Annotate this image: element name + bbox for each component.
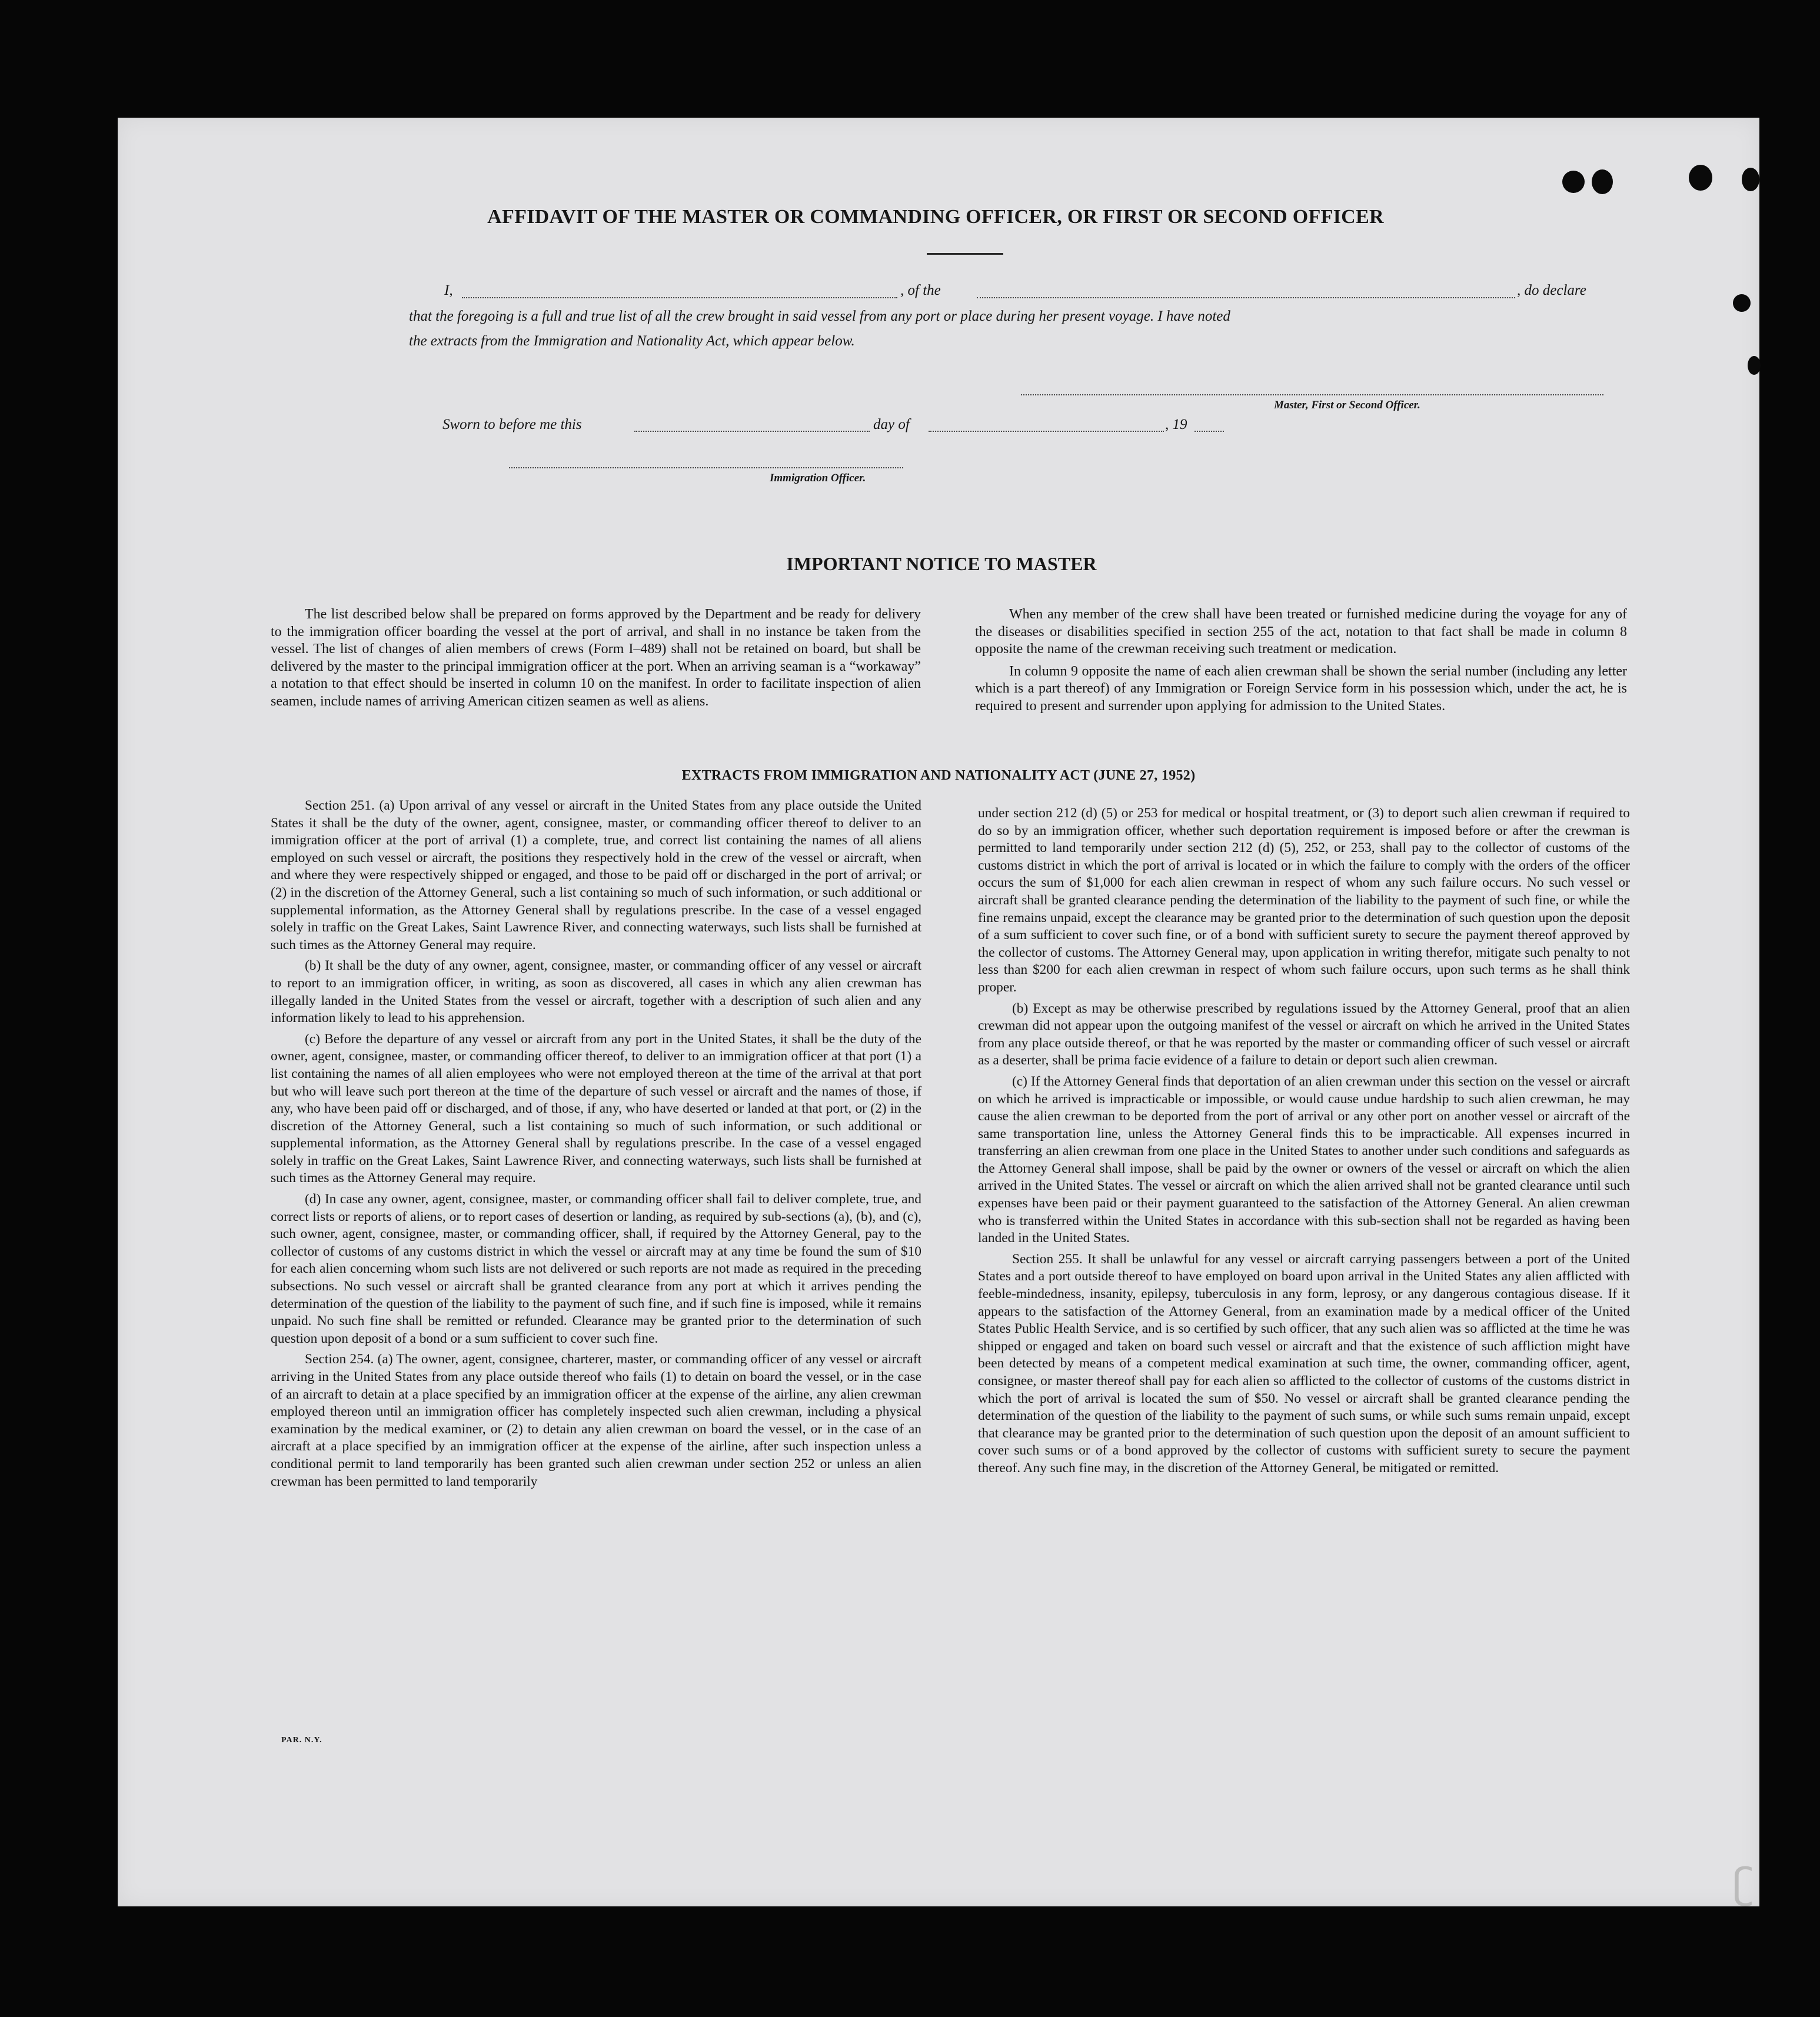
section-251-d: (d) In case any owner, agent, consignee, master, or commanding officer shall fail to deliver complete, true, and correct lists or reports of aliens, or to report cases of desertion or landing, as required by sub-sections (a), (b), and (c), such owner, agent, consignee, master, or commanding officer, shall, if required by the Attorney General, pay to the collector of customs of any customs district in which the vessel or aircraft may at any time be found the sum of $10 for each alien concerning whom such lists are not delivered or such reports are not made as required in the preceding subsections. No such vessel or aircraft shall be granted clearance from any port at which it arrives pending the determination of the question of the liability to the payment of such fine, and if such fine is imposed, while it remains unpaid. No such fine shall be remitted or refunded. Clearance may be granted prior to the determination of such question upon deposit of a bond or a sum sufficient to cover such fine. [271,1191,921,1346]
immigration-officer-label: Immigration Officer. [770,472,866,484]
punch-hole [1748,356,1761,375]
extracts-right-column [978,805,1630,1481]
notice-heading: IMPORTANT NOTICE TO MASTER [786,553,1097,574]
declaration-of-the: , of the [900,282,941,298]
sworn-day-of: day of [873,417,910,432]
sworn-day-blank[interactable] [634,431,870,432]
notice-right-column [975,606,1627,720]
section-251-a: Section 251. (a) Upon arrival of any vessel or aircraft in the United States from any place outside the United States it shall be the duty of the owner, agent, consignee, master, or commanding officer thereof to deliver to an immigration officer at the port of arrival (1) a complete, true, and correct list containing the names of all aliens employed on such vessel or aircraft, the positions they respectively hold in the crew of the vessel or aircraft, when and where they were respectively shipped or engaged, and those to be paid off or discharged in the port of arrival; or (2) in the discretion of the Attorney General, such a list containing so much of such information, or such additional or supplemental information, as the Attorney General shall by regulations prescribe. In the case of a vessel engaged solely in traffic on the Great Lakes, Saint Lawrence River, and connecting waterways, such lists shall be furnished at such times as the Attorney General may require. [271,798,921,953]
punch-hole [1689,165,1712,191]
sworn-year: , 19 [1165,417,1187,432]
master-signature-line[interactable] [1021,394,1603,395]
section-254-a-continued: under section 212 (d) (5) or 253 for medical or hospital treatment, or (3) to deport such alien crewman if required to do so by an immigration officer, whether such deportation requirement is imposed before or after the crewman is permitted to land temporarily under section 212 (d) (5), 252, or 253, shall pay to the collector of customs of the customs district in which the port of arrival is located or in which the failure to comply with the orders of the officer occurs the sum of $1,000 for each alien crewman in respect of whom any such failure occurs. No such vessel or aircraft shall be granted clearance pending the determination of the liability to the payment of such fine, or while the fine remains unpaid, except the clearance may be granted prior to the determination of such question upon the deposit of a sum sufficient to cover such fine, or of a bond with sufficient surety to secure the payment thereof approved by the collector of customs. The Attorney General may, upon application in writing therefor, mitigate such penalty to not less than $200 for each alien crewman in respect of whom such failure occurs, upon such terms as he shall think proper. [978,806,1630,995]
notice-left-column [271,606,921,715]
sworn-prefix: Sworn to before me this [442,417,582,432]
form-page [118,118,1759,1906]
master-signature-label: Master, First or Second Officer. [1274,399,1420,411]
punch-hole [1592,169,1613,194]
declaration-line-3: the extracts from the Immigration and Nationality Act, which appear below. [409,333,855,349]
declaration-i: I, [444,282,453,298]
notice-left-paragraph: The list described below shall be prepared on forms approved by the Department and be ready for delivery to the immigration officer boarding the vessel at the port of arrival, and shall in no instance be taken from the vessel. The list of changes of alien members of crews (Form I–489) shall not be retained on board, but shall be delivered by the master to the principal immigration officer at the port. When an arriving seaman is a “workaway” a notation to that effect should be inserted in column 10 on the manifest. In order to facilitate inspection of alien seamen, include names of arriving American citizen seamen as well as aliens. [271,607,921,709]
title-rule [927,253,1003,255]
section-251-b: (b) It shall be the duty of any owner, agent, consignee, master, or commanding officer of any vessel or aircraft to report to an immigration officer, in writing, as soon as discovered, all cases in which any alien crewman has illegally landed in the United States from the vessel or aircraft, together with a description of such alien and any information likely to lead to his apprehension. [271,958,921,1026]
name-blank[interactable] [462,297,897,298]
sworn-year-blank[interactable] [1195,431,1224,432]
section-254-c: (c) If the Attorney General finds that deportation of an alien crewman under this section on the vessel or aircraft on which he arrived is impracticable or impossible, or would cause undue hardship to such alien crewman, he may cause the alien crewman to be deported from the port of arrival or any other port on another vessel or aircraft of the same transportation line, unless the Attorney General finds this to be impracticable. All expenses incurred in transferring an alien crewman from one place in the United States to another under such conditions and safeguards as the Attorney General shall impose, shall be paid by the owner or owners of the vessel or aircraft on which the alien arrived in the United States. The vessel or aircraft on which the alien arrived shall not be granted clearance until such expenses have been paid or their payment guaranteed to the satisfaction of the Attorney General. An alien crewman who is transferred within the United States in accordance with this sub-section shall not be regarded as having been landed in the United States. [978,1073,1630,1246]
affidavit-title: AFFIDAVIT OF THE MASTER OR COMMANDING OFFICER, OR FIRST OR SECOND OFFICER [487,206,1384,228]
punch-hole [1742,168,1759,191]
printer-mark: PAR. N.Y. [281,1736,322,1745]
immigration-officer-signature-line[interactable] [509,467,903,468]
punch-hole [1562,171,1585,193]
section-254-a: Section 254. (a) The owner, agent, consignee, charterer, master, or commanding officer of any vessel or aircraft arriving in the United States from any place outside thereof who fails (1) to detain on board the vessel, or in the case of an aircraft to detain at a place specified by an immigration officer at the expense of the airline, any alien crewman employed thereon until an immigration officer has completely inspected such alien crewman, including a physical examination by the medical examiner, or (2) to detain any alien crewman on board the vessel, or in the case of an aircraft at a place specified by an immigration officer at the expense of the airline, after such inspection unless a conditional permit to land temporarily has been granted such alien crewman under section 252 or unless an alien crewman has been permitted to land temporarily [271,1352,921,1489]
section-251-c: (c) Before the departure of any vessel or aircraft from any port in the United States, it shall be the duty of the owner, agent, consignee, master, or commanding officer thereof, to deliver to an immigration officer at that port (1) a list containing the names of all alien employees who were not employed thereon at the time of the arrival at that port but who will leave such port thereon at the time of the departure of such vessel or aircraft and the names of those, if any, who have been paid off or discharged, and of those, if any, who have deserted or landed at that port, or (2) in the discretion of the Attorney General, such a list containing so much of such information, or such additional or supplemental information, as the Attorney General shall by regulations prescribe. In the case of a vessel engaged solely in traffic on the Great Lakes, Saint Lawrence River, and connecting waterways, such lists shall be furnished at such times as the Attorney General may require. [271,1031,921,1186]
declaration-do-declare: , do declare [1517,282,1586,298]
pencil-mark: ʗ [1733,1859,1754,1908]
notice-right-paragraph-2: In column 9 opposite the name of each alien crewman shall be shown the serial number (including any letter which is a part thereof) of any Immigration or Foreign Service form in his possession which, under the act, he is required to present and surrender upon applying for admission to the United States. [975,663,1627,714]
notice-right-paragraph-1: When any member of the crew shall have been treated or furnished medicine during the voyage for any of the diseases or disabilities specified in section 255 of the act, notation to that fact shall be made in column 8 opposite the name of the crewman receiving such treatment or medication. [975,607,1627,657]
section-254-b: (b) Except as may be otherwise prescribed by regulations issued by the Attorney General, proof that an alien crewman did not appear upon the outgoing manifest of the vessel or aircraft on which he arrived in the United States from any place outside thereof, or that he was reported by the master or commanding officer of such vessel or aircraft as a deserter, shall be prima facie evidence of a failure to detain or deport such alien crewman. [978,1000,1630,1069]
punch-hole [1733,294,1751,312]
vessel-blank[interactable] [977,297,1515,298]
extracts-left-column [271,797,921,1494]
extracts-heading: EXTRACTS FROM IMMIGRATION AND NATIONALITY ACT (JUNE 27, 1952) [681,768,1196,783]
declaration-line-2: that the foregoing is a full and true list of all the crew brought in said vessel from any port or place during her present voyage. I have noted [409,308,1230,324]
section-255: Section 255. It shall be unlawful for any vessel or aircraft carrying passengers between a port of the United States and a port outside thereof to have employed on board upon arrival in the United States any alien afflicted with feeble-mindedness, insanity, epilepsy, tuberculosis in any form, leprosy, or any dangerous contagious disease. If it appears to the satisfaction of the Attorney General, from an examination made by a medical officer of the United States Public Health Service, and is so certified by such officer, that any such alien was so afflicted at the time he was shipped or engaged and taken on board such vessel or aircraft and that the existence of such affliction might have been detected by means of a competent medical examination at such time, the owner, commanding officer, agent, consignee, or master thereof shall pay for each alien so afflicted to the collector of customs of the customs district in which the port of arrival is located the sum of $50. No vessel or aircraft shall be granted clearance pending the determination of the question of the liability to the payment of such sums, or while such sums remain unpaid, except that clearance may be granted prior to the determination of such question upon the deposit of an amount sufficient to cover such sums or of a bond approved by the collector of customs with sufficient surety to secure the payment thereof. Any such fine may, in the discretion of the Attorney General, be mitigated or remitted. [978,1251,1630,1476]
sworn-month-blank[interactable] [929,431,1164,432]
